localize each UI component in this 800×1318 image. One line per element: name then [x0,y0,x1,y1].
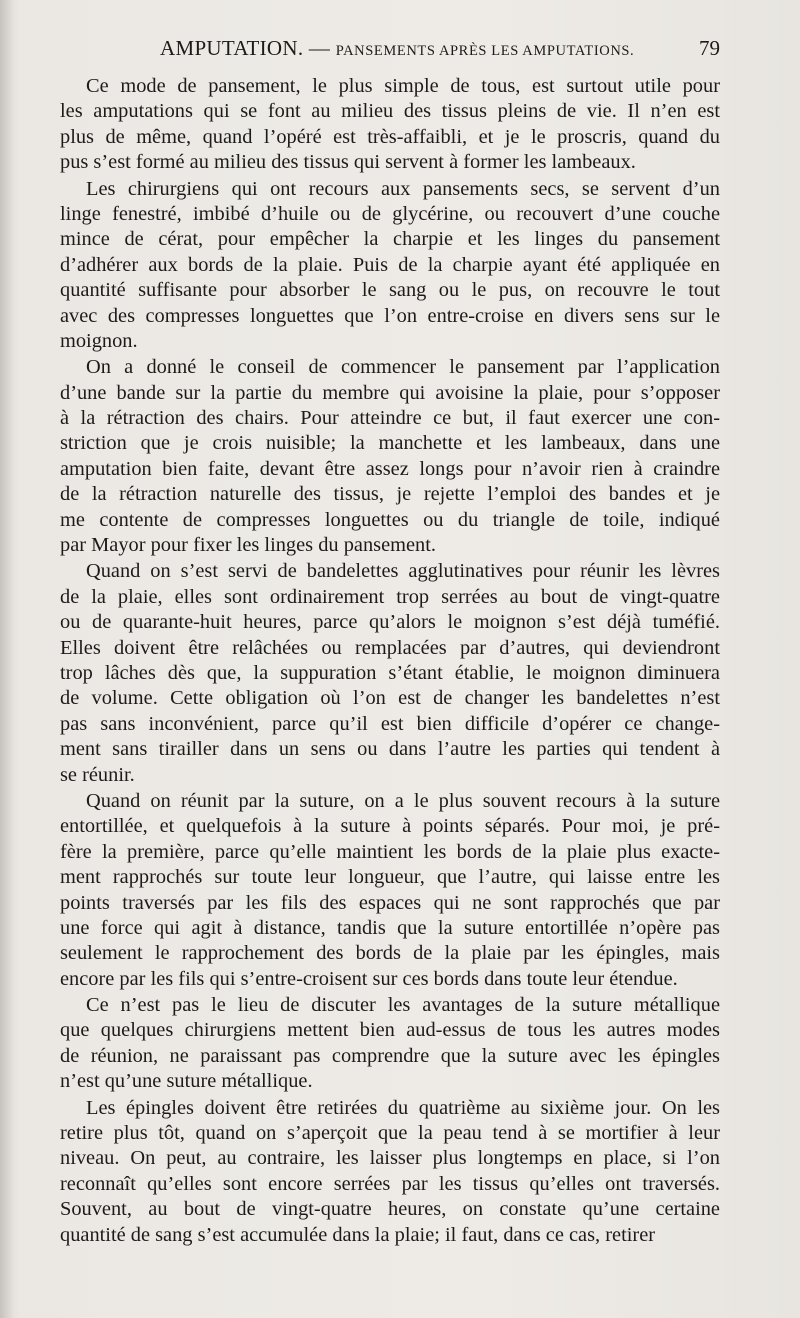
text-line: encore par les fils qui s’entre-croisent sur ces bords dans toute leur étendue. [60,967,678,990]
text-line: entortillée, et quelquefois à la suture à points séparés. Pour moi, je pré- [60,815,720,838]
header-dash: — [303,36,336,60]
text-line: fère la première, parce qu’elle maintient les bords de la plaie plus exacte- [60,840,720,863]
text-line: On a donné le conseil de commencer le pansement par l’application [86,356,720,379]
text-line: Quand on s’est servi de bandelettes agglutinatives pour réunir les lèvres [86,560,720,583]
text-line: Elles doivent être relâchées ou remplacées par d’autres, qui deviendront [60,636,720,659]
text-line: à la rétraction des chairs. Pour atteindre ce but, il faut exercer une con- [60,407,720,430]
text-line: Les chirurgiens qui ont recours aux pansements secs, se servent d’un [86,177,720,200]
text-line: me contente de compresses longuettes ou du triangle de toile, indiqué [60,508,720,531]
text-line: Les épingles doivent être retirées du quatrième au sixième jour. On les [86,1096,720,1119]
text-line: n’est qu’une suture métallique. [60,1070,313,1093]
paragraph [60,993,720,1095]
text-line: moignon. [60,329,138,352]
text-line: de la rétraction naturelle des tissus, je rejette l’emploi des bandes et je [60,483,720,506]
text-line: Quand on réunit par la suture, on a le plus souvent recours à la suture [86,789,720,812]
binding-shadow [0,0,14,1318]
running-header [60,36,720,66]
paragraph [60,74,720,176]
text-line: striction que je crois nuisible; la manchette et les lambeaux, dans une [60,432,720,455]
text-line: quantité suffisante pour absorber le sang ou le pus, on recouvre le tout [60,279,720,302]
text-line: avec des compresses longuettes que l’on entre-croise en divers sens sur le [60,304,720,327]
paragraph [60,177,720,355]
text-line: pus s’est formé au milieu des tissus qui servent à former les lambeaux. [60,151,636,174]
text-line: quantité de sang s’est accumulée dans la plaie; il faut, dans ce cas, retirer [60,1223,656,1246]
text-line: d’une bande sur la partie du membre qui avoisine la plaie, pour s’opposer [60,381,720,404]
text-line: linge fenestré, imbibé d’huile ou de glycérine, ou recouvert d’une couche [60,202,720,225]
text-line: points traversés par les fils des espaces qui ne sont rapprochés que par [60,891,720,914]
text-line: par Mayor pour fixer les linges du pansement. [60,534,436,557]
text-line: se réunir. [60,763,135,786]
running-title [160,36,634,61]
text-line: une force qui agit à distance, tandis que la suture entortillée n’opère pas [60,916,720,939]
paragraph [60,789,720,992]
text-line: mince de cérat, pour empêcher la charpie et les linges du pansement [60,228,720,251]
text-line: que quelques chirurgiens mettent bien aud-essus de tous les autres modes [60,1019,720,1042]
text-line: retire plus tôt, quand on s’aperçoit que la peau tend à se mortifier à leur [60,1122,720,1145]
text-line: reconnaît qu’elles sont encore serrées par les tissus qu’elles ont traversés. [60,1172,720,1195]
text-line: niveau. On peut, au contraire, les laisser plus longtemps en place, si l’on [60,1147,720,1170]
text-line: d’adhérer aux bords de la plaie. Puis de la charpie ayant été appliquée en [60,253,720,276]
text-line: trop lâches dès que, la suppuration s’étant établie, le moignon diminuera [60,661,720,684]
text-line: de la plaie, elles sont ordinairement trop serrées au bout de vingt-quatre [60,585,720,608]
text-line: de volume. Cette obligation où l’on est de changer les bandelettes n’est [60,687,720,710]
paragraph [60,559,720,788]
text-line: plus de même, quand l’opéré est très-affaibli, et je le proscris, quand du [60,125,720,148]
body-text [60,74,720,1249]
text-line: ment rapprochés sur toute leur longueur, que l’autre, qui laisse entre les [60,866,720,889]
text-line: ou de quarante-huit heures, parce qu’alors le moignon s’est déjà tuméfié. [60,611,720,634]
text-line: ment sans tirailler dans un sens ou dans l’autre les parties qui tendent à [60,738,720,761]
text-line: Ce n’est pas le lieu de discuter les avantages de la suture métallique [86,994,720,1017]
page-number: 79 [699,36,720,60]
text-line: Souvent, au bout de vingt-quatre heures, on constate qu’une certaine [60,1198,720,1221]
header-title: AMPUTATION. [160,36,304,60]
header-subtitle: PANSEMENTS APRÈS LES AMPUTATIONS. [335,43,635,59]
text-line: de réunion, ne paraissant pas comprendre que la suture avec les épingles [60,1044,720,1067]
paragraph [60,1096,720,1248]
text-line: pas sans inconvénient, parce qu’il est bien difficile d’opérer ce change- [60,712,720,735]
text-line: Ce mode de pansement, le plus simple de tous, est surtout utile pour [86,75,720,97]
text-line: amputation bien faite, devant être assez longs pour n’avoir rien à craindre [60,457,720,480]
text-line: seulement le rapprochement des bords de la plaie par les épingles, mais [60,942,720,965]
text-line: les amputations qui se font au milieu des tissus pleins de vie. Il n’en est [60,100,720,123]
paragraph [60,355,720,558]
